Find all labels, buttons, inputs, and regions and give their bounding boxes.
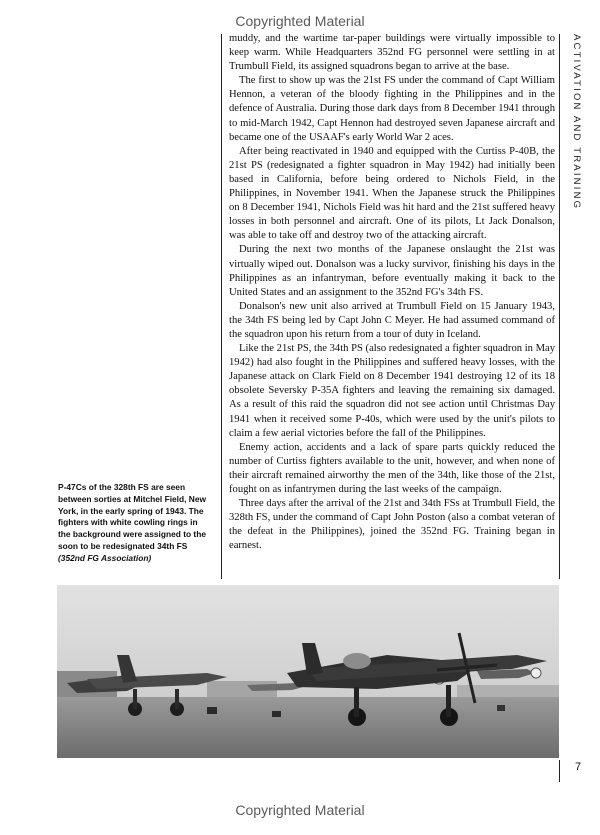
page-number-rule bbox=[559, 760, 560, 782]
paragraph: Three days after the arrival of the 21st and 34th FSs at Trumbull Field, the 328th FS, under the command of Capt John Poston (also a combat veteran of the defeat in the Philippines), joined the 352nd FG. Training began in earnest. bbox=[229, 498, 555, 552]
paragraph: Donalson's new unit also arrived at Trumbull Field on 15 January 1943, the 34th FS being led by Capt John C Meyer. He had assumed command of the squadron upon his return from a tour of duty in Iceland. bbox=[229, 300, 555, 340]
body-text-column bbox=[229, 32, 555, 553]
photo-caption bbox=[58, 482, 208, 565]
caption-text: P-47Cs of the 328th FS are seen between sorties at Mitchel Field, New York, in the early spring of 1943. The fighters with white cowling rings in the background were assigned to the soon to be redesignated 34th FS bbox=[58, 482, 206, 551]
p47-airfield-illustration bbox=[57, 585, 559, 758]
paragraph: Enemy action, accidents and a lack of spare parts quickly reduced the number of Curtiss fighters available to the unit, however, and when none of their aircraft remained airworthy the men of the 34th, like those of the 21st, fought on as infantrymen during the last weeks of the campaign. bbox=[229, 441, 555, 495]
paragraph: muddy, and the wartime tar-paper buildings were virtually impossible to keep warm. While Headquarters 352nd FG personnel were settling in at Trumbull Field, its assigned squadrons began to arrive at the base. bbox=[229, 33, 555, 73]
airfield-photo bbox=[57, 585, 559, 758]
paragraph: The first to show up was the 21st FS under the command of Capt William Hennon, a veteran of the bloody fighting in the Philippines and in the defence of Australia. During those dark days from 8 December 1941 through to mid-March 1942, Capt Hennon had destroyed seven Japanese aircraft and became one of the USAAF's early World War 2 aces. bbox=[229, 75, 555, 143]
copyright-watermark-bottom: Copyrighted Material bbox=[235, 802, 365, 818]
caption-credit: (352nd FG Association) bbox=[58, 552, 152, 563]
running-header bbox=[571, 34, 585, 211]
paragraph: During the next two months of the Japanese onslaught the 21st was virtually wiped out. Donalson was a lucky survivor, finishing his days in the Philippines as an infantryman, before eventually making it back to the United States and an assignment to the 352nd FG's 34th FS. bbox=[229, 244, 555, 298]
paragraph: After being reactivated in 1940 and equipped with the Curtiss P-40B, the 21st PS (redesignated a fighter squadron in May 1942) had initially been based in California, before being ordered to Nichols Field, in the Philippines, in November 1941. When the Japanese struck the Philippines on 8 December 1941, Nichols Field was hit hard and the 21st suffered heavy losses in both personnel and aircraft. One of its pilots, Lt Jack Donalson, was able to take off and destroy two of the attacking aircraft. bbox=[229, 145, 555, 242]
caption-column-rule bbox=[221, 34, 222, 579]
running-header-text: ACTIVATION AND TRAINING bbox=[571, 34, 582, 211]
page-number: 7 bbox=[575, 761, 582, 773]
paragraph: Like the 21st PS, the 34th PS (also redesignated a fighter squadron in May 1942) had also fought in the Philippines and suffered heavy losses, with the Japanese attack on Clark Field on 8 December 1941 destroying 12 of its 18 obsolete Seversky P-35A fighters and leaving the remaining six damaged. As a result of this raid the squadron did not see action until Christmas Day 1941 when it received some P-40s, which were used by the unit's pilots to claim a few aerial victories before the fall of the Philippines. bbox=[229, 343, 555, 439]
running-header-rule bbox=[559, 34, 560, 579]
copyright-watermark-top: Copyrighted Material bbox=[235, 13, 365, 29]
